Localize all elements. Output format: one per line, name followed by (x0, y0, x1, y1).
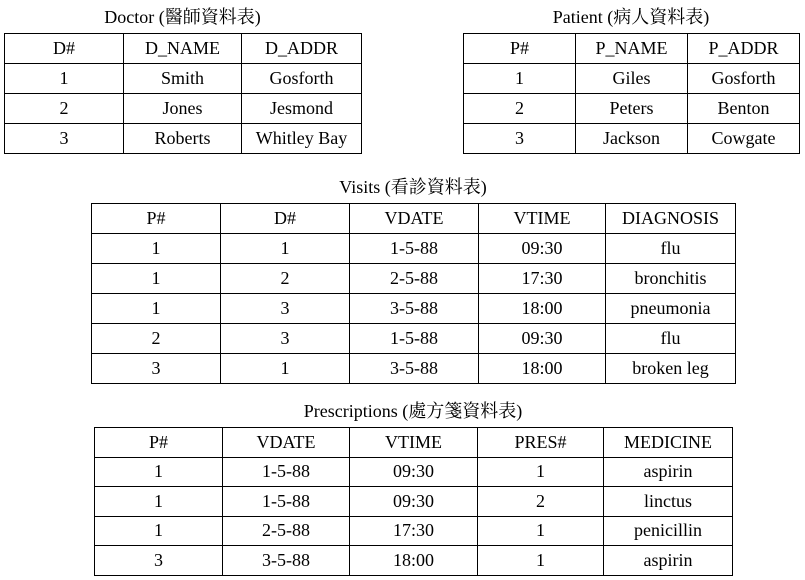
table-cell: Jesmond (242, 94, 362, 124)
table-cell: 2 (464, 94, 576, 124)
table-cell: broken leg (606, 354, 736, 384)
doctor-caption: Doctor (醫師資料表) (104, 7, 261, 27)
column-header: MEDICINE (604, 428, 733, 458)
table-cell: 3 (464, 124, 576, 154)
table-cell: 3-5-88 (223, 546, 350, 576)
table-row (95, 516, 733, 546)
table-row (5, 94, 362, 124)
table-cell: 1 (92, 234, 221, 264)
table-cell: flu (606, 324, 736, 354)
table-row (95, 457, 733, 487)
table-cell: 18:00 (350, 546, 478, 576)
table-cell: Roberts (124, 124, 242, 154)
table-cell: 1 (92, 294, 221, 324)
table-cell: 3 (92, 354, 221, 384)
column-header: D# (221, 204, 350, 234)
table-cell: Giles (576, 64, 688, 94)
table-cell: Benton (688, 94, 800, 124)
patient-table (463, 33, 800, 154)
column-header: P# (95, 428, 223, 458)
table-header-row (5, 34, 362, 64)
table-cell: 1-5-88 (223, 487, 350, 517)
table-cell: 1 (478, 516, 604, 546)
table-cell: linctus (604, 487, 733, 517)
table-cell: 1 (5, 64, 124, 94)
table-cell: aspirin (604, 546, 733, 576)
table-cell: 1 (478, 546, 604, 576)
table-cell: 1-5-88 (350, 324, 479, 354)
table-cell: Cowgate (688, 124, 800, 154)
table-row (92, 234, 736, 264)
table-cell: 1 (464, 64, 576, 94)
table-cell: 1 (95, 487, 223, 517)
table-cell: 2 (5, 94, 124, 124)
table-row (5, 64, 362, 94)
table-cell: 1 (95, 516, 223, 546)
table-cell: bronchitis (606, 264, 736, 294)
column-header: DIAGNOSIS (606, 204, 736, 234)
table-row (464, 124, 800, 154)
column-header: P_NAME (576, 34, 688, 64)
table-cell: Peters (576, 94, 688, 124)
table-cell: 1-5-88 (223, 457, 350, 487)
table-cell: 3 (95, 546, 223, 576)
prescriptions-table (94, 427, 733, 576)
table-cell: 2-5-88 (223, 516, 350, 546)
table-cell: Whitley Bay (242, 124, 362, 154)
table-row (92, 264, 736, 294)
table-row (5, 124, 362, 154)
table-row (464, 94, 800, 124)
table-cell: 1-5-88 (350, 234, 479, 264)
table-cell: 2 (478, 487, 604, 517)
table-cell: 2 (221, 264, 350, 294)
table-cell: Gosforth (688, 64, 800, 94)
table-cell: 18:00 (479, 294, 606, 324)
column-header: VDATE (223, 428, 350, 458)
table-header-row (95, 428, 733, 458)
table-cell: 1 (92, 264, 221, 294)
table-row (92, 324, 736, 354)
table-cell: 17:30 (350, 516, 478, 546)
table-row (464, 64, 800, 94)
column-header: VTIME (350, 428, 478, 458)
table-header-row (92, 204, 736, 234)
visits-caption: Visits (看診資料表) (339, 177, 487, 197)
table-cell: Smith (124, 64, 242, 94)
column-header: D_ADDR (242, 34, 362, 64)
table-cell: aspirin (604, 457, 733, 487)
table-header-row (464, 34, 800, 64)
table-row (95, 487, 733, 517)
column-header: D# (5, 34, 124, 64)
table-cell: 09:30 (350, 457, 478, 487)
table-cell: 2 (92, 324, 221, 354)
table-cell: pneumonia (606, 294, 736, 324)
table-cell: flu (606, 234, 736, 264)
table-cell: 3 (221, 324, 350, 354)
doctor-table (4, 33, 362, 154)
table-cell: 1 (221, 234, 350, 264)
table-cell: penicillin (604, 516, 733, 546)
table-cell: 3-5-88 (350, 354, 479, 384)
table-cell: Gosforth (242, 64, 362, 94)
visits-table (91, 203, 736, 384)
table-cell: 1 (478, 457, 604, 487)
table-cell: 09:30 (350, 487, 478, 517)
table-cell: 1 (221, 354, 350, 384)
table-cell: 3-5-88 (350, 294, 479, 324)
column-header: P# (464, 34, 576, 64)
table-cell: 2-5-88 (350, 264, 479, 294)
table-cell: Jackson (576, 124, 688, 154)
table-cell: 3 (5, 124, 124, 154)
column-header: P# (92, 204, 221, 234)
table-cell: 09:30 (479, 324, 606, 354)
column-header: P_ADDR (688, 34, 800, 64)
table-cell: 1 (95, 457, 223, 487)
table-cell: 09:30 (479, 234, 606, 264)
table-cell: Jones (124, 94, 242, 124)
prescriptions-caption: Prescriptions (處方箋資料表) (303, 401, 523, 421)
table-row (92, 354, 736, 384)
patient-caption: Patient (病人資料表) (552, 7, 710, 27)
table-cell: 3 (221, 294, 350, 324)
table-row (92, 294, 736, 324)
table-cell: 17:30 (479, 264, 606, 294)
column-header: PRES# (478, 428, 604, 458)
column-header: VDATE (350, 204, 479, 234)
table-cell: 18:00 (479, 354, 606, 384)
column-header: D_NAME (124, 34, 242, 64)
column-header: VTIME (479, 204, 606, 234)
table-row (95, 546, 733, 576)
